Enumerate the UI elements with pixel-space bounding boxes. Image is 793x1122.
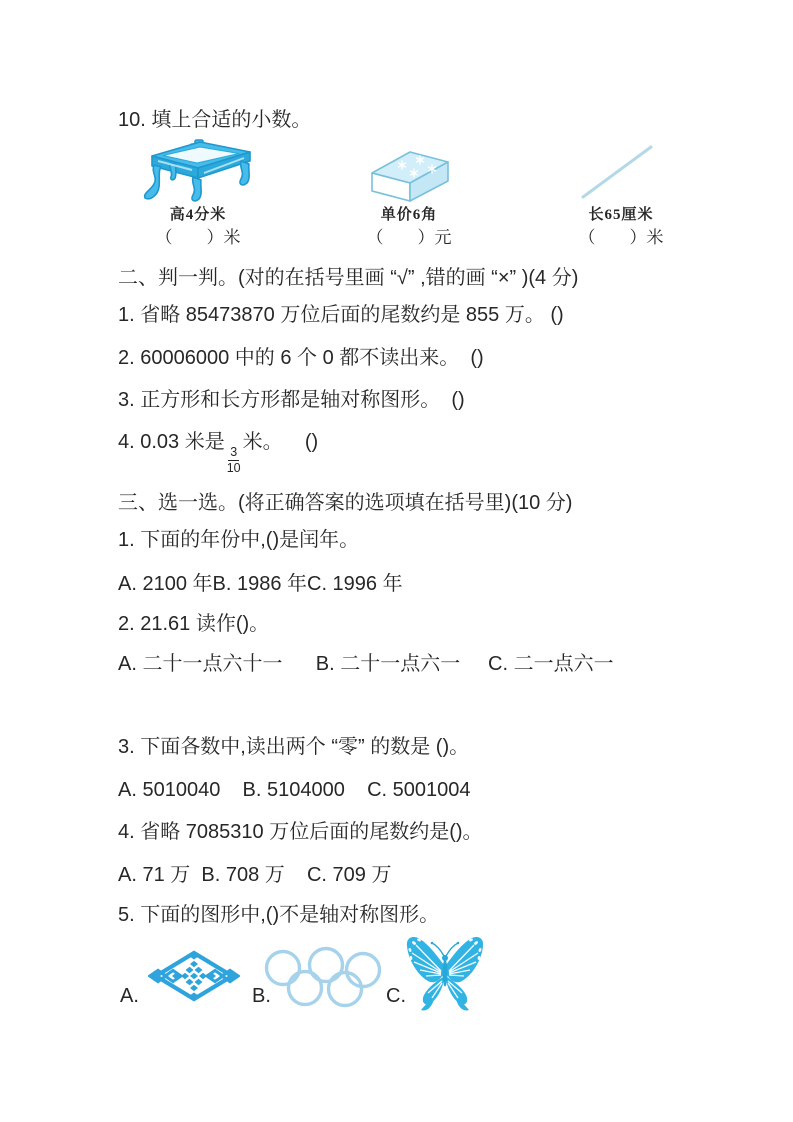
q5-figures-row [118,933,743,1019]
q5-option-c-label: C. [386,985,406,1008]
figure-caption: 单价6角 [380,207,438,223]
choice-options-2: A. 二十一点六十一 B. 二十一点六一 C. 二一点六一 [118,653,614,676]
chinese-knot-illustration [148,946,240,1006]
q10-title: 10. 填上合适的小数。 [118,109,312,131]
figure-stick [541,140,701,250]
olympic-rings-icon [262,942,384,1014]
olympic-rings-illustration [262,942,384,1014]
choice-question-3: 3. 下面各数中,读出两个 “零” 的数是 ()。 [118,736,470,759]
answer-blank: （ ）元 [366,228,452,247]
q10-figures-row [118,140,743,252]
section2-heading: 二、判一判。(对的在括号里画 “√” ,错的画 “×” )(4 分) [118,267,579,289]
figure-caption: 高4分米 [169,207,227,223]
judge-item-2: 2. 60006000 中的 6 个 0 都不读出来。 () [118,347,484,369]
judge-item-4 [118,429,743,475]
judge-item-3: 3. 正方形和长方形都是轴对称图形。 () [118,389,465,411]
choice-question-5: 5. 下面的图形中,()不是轴对称图形。 [118,904,440,927]
chinese-knot-icon [148,946,240,1006]
fraction-3-10 [227,446,241,475]
answer-blank: （ ）米 [578,228,664,247]
choice-options-3: A. 5010040 B. 5104000 C. 5001004 [118,779,471,802]
table-illustration [118,140,278,204]
butterfly-icon [404,931,486,1013]
q5-option-b-label: B. [252,985,271,1008]
judge-item-4-pre: 4. 0.03 米是 [118,431,225,453]
answer-blank: （ ）米 [155,228,241,247]
choice-question-2: 2. 21.61 读作()。 [118,613,270,636]
eraser-icon [364,146,454,204]
fraction-numerator: 3 [228,446,239,461]
choice-question-1: 1. 下面的年份中,()是闰年。 [118,529,360,552]
choice-question-4: 4. 省略 7085310 万位后面的尾数约是()。 [118,821,483,844]
choice-options-1: A. 2100 年B. 1986 年C. 1996 年 [118,573,403,596]
figure-caption: 长65厘米 [588,207,654,223]
fraction-denominator: 10 [226,461,241,476]
judge-item-4-post: 米。 () [242,431,319,453]
figure-eraser [329,140,489,250]
judge-item-1: 1. 省略 85473870 万位后面的尾数约是 855 万。 () [118,304,564,326]
stick-illustration [541,140,701,204]
section3-heading: 三、选一选。(将正确答案的选项填在括号里)(10 分) [118,492,573,515]
table-icon [138,138,258,204]
stick-icon [561,140,681,204]
choice-options-4: A. 71 万 B. 708 万 C. 709 万 [118,864,392,887]
eraser-illustration [329,140,489,204]
worksheet-content [118,106,743,1019]
figure-table [118,140,278,250]
butterfly-illustration [404,931,486,1013]
q5-option-a-label: A. [120,985,139,1008]
